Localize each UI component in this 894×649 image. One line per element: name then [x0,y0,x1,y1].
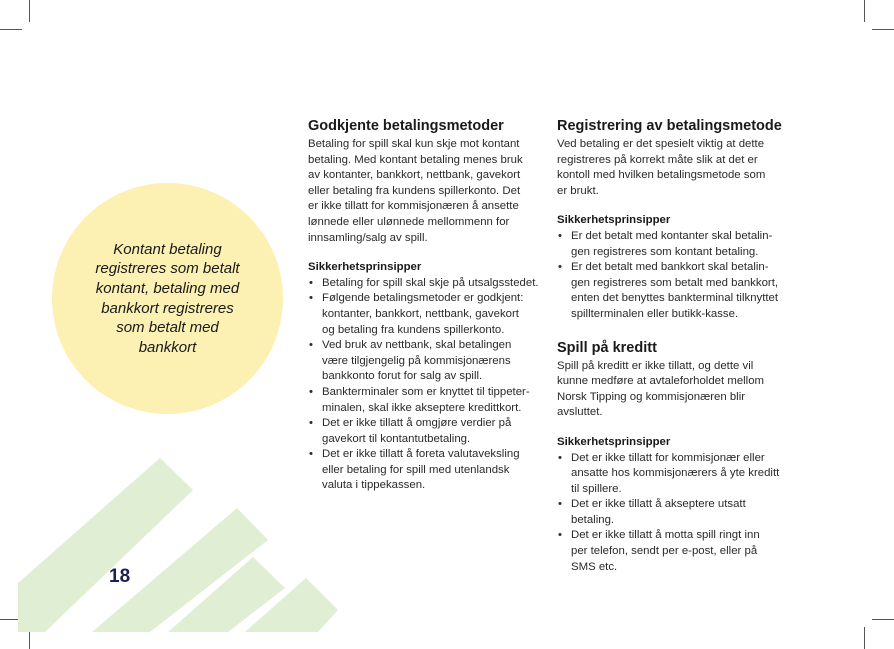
subheading-security-principles: Sikkerhetsprinsipper [557,214,671,227]
callout-text: Kontant betaling registreres som betalt kontant, betaling med bankkort registreres som betalt med bankkort [95,240,240,356]
list-item: • Er det betalt med bankkort skal betalin- gen registreres som betalt med bankkort, enten det benyttes bankterminal tilknyttet spillterminalen eller butikk-kasse. [557,260,789,322]
list-item: • Følgende betalingsmetoder er godkjent: kontanter, bankkort, nettbank, gavekort og betaling fra kundens spillerkonto. [308,291,540,338]
section-heading-credit: Spill på kreditt [557,339,657,356]
section-heading-payment-methods: Godkjente betalingsmetoder [308,118,504,134]
left-column [308,117,540,494]
list-item: • Det er ikke tillatt å foreta valutaveksling eller betaling for spill med utenlandsk valuta i tippekassen. [308,447,540,494]
list-item: • Det er ikke tillatt å omgjøre verdier på gavekort til kontantutbetaling. [308,416,540,447]
list-item: • Bankterminaler som er knyttet til tippeter- minalen, skal ikke akseptere kredittkort. [308,385,540,416]
list-item: • Det er ikke tillatt å akseptere utsatt betaling. [557,497,789,528]
section-intro: Spill på kreditt er ikke tillatt, og dette vil kunne medføre at avtaleforholdet mellom Norsk Tipping og kommisjonæren blir avsluttet. [557,359,765,419]
bullet-list [557,229,789,323]
bullet-list [557,451,789,576]
subheading-security-principles: Sikkerhetsprinsipper [308,261,422,274]
section-heading-registration: Registrering av betalingsmetode [557,118,782,134]
list-item: • Er det betalt med kontanter skal betalin- gen registreres som kontant betaling. [557,229,789,260]
page-number: 18 [109,566,131,587]
bullet-list [308,276,540,494]
right-column [557,117,789,575]
section-intro: Ved betaling er det spesielt viktig at dette registreres på korrekt måte slik at det er kontoll med hvilken betalingsmetode som er brukt. [557,138,766,197]
section-intro: Betaling for spill skal kun skje mot kontant betaling. Med kontant betaling menes bruk av kontanter, bankkort, nettbank, gavekort eller betaling fra kundens spillerkonto. Det er ikke tillatt for kommisjonæren å ansette lønnede eller ulønnede mellommenn for innsamling/salg av spill. [308,138,523,244]
list-item: • Ved bruk av nettbank, skal betalingen være tilgjengelig på kommisjonærens bankkonto forut for salg av spill. [308,338,540,385]
list-item: • Det er ikke tillatt for kommisjonær eller ansatte hos kommisjonærers å yte kreditt til spillere. [557,451,789,498]
list-item: • Betaling for spill skal skje på utsalgsstedet. [308,276,540,292]
list-item: • Det er ikke tillatt å motta spill ringt inn per telefon, sendt per e-post, eller på SMS etc. [557,528,789,575]
callout-circle [52,183,283,414]
subheading-security-principles: Sikkerhetsprinsipper [557,435,671,448]
